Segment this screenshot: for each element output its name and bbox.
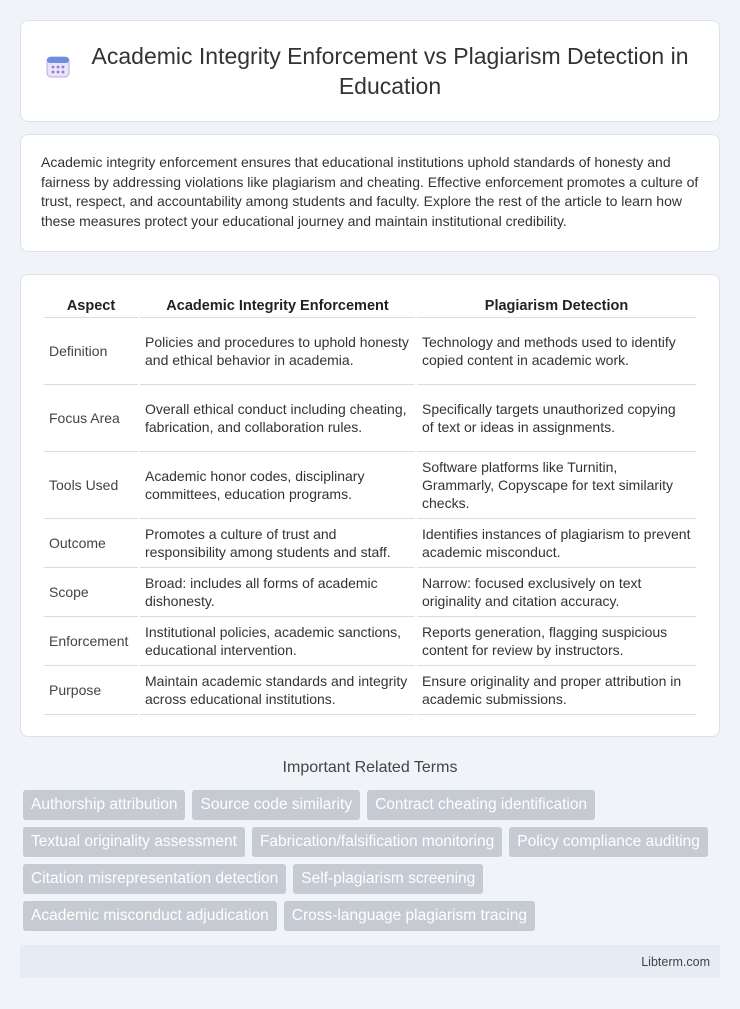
header-plagiarism-detection: Plagiarism Detection	[417, 289, 696, 318]
related-term-tag[interactable]: Authorship attribution	[23, 790, 185, 820]
cell-aie: Promotes a culture of trust and responsibility among students and staff.	[140, 519, 415, 568]
cell-aie: Broad: includes all forms of academic dishonesty.	[140, 568, 415, 617]
table-row	[44, 666, 696, 715]
table-row	[44, 385, 696, 452]
related-term-tag[interactable]: Contract cheating identification	[367, 790, 595, 820]
related-term-tag[interactable]: Cross-language plagiarism tracing	[284, 901, 535, 931]
comparison-table-card	[20, 274, 720, 737]
related-terms-title: Important Related Terms	[282, 759, 458, 776]
cell-aie: Overall ethical conduct including cheating, fabrication, and collaboration rules.	[140, 385, 415, 452]
calendar-icon	[45, 53, 71, 79]
cell-aspect: Scope	[44, 568, 138, 617]
table-row	[44, 452, 696, 519]
cell-pd: Reports generation, flagging suspicious content for review by instructors.	[417, 617, 696, 666]
related-term-tag[interactable]: Citation misrepresentation detection	[23, 864, 286, 894]
cell-aspect: Enforcement	[44, 617, 138, 666]
related-term-tag[interactable]: Self-plagiarism screening	[293, 864, 483, 894]
related-term-tag[interactable]: Source code similarity	[192, 790, 360, 820]
table-row	[44, 519, 696, 568]
related-term-tag[interactable]: Academic misconduct adjudication	[23, 901, 277, 931]
cell-aspect: Definition	[44, 318, 138, 385]
cell-pd: Ensure originality and proper attribution in academic submissions.	[417, 666, 696, 715]
cell-pd: Specifically targets unauthorized copying of text or ideas in assignments.	[417, 385, 696, 452]
header-card	[20, 20, 720, 122]
cell-aie: Academic honor codes, disciplinary committees, education programs.	[140, 452, 415, 519]
related-terms-list	[23, 790, 723, 931]
cell-aspect: Outcome	[44, 519, 138, 568]
related-term-tag[interactable]: Textual originality assessment	[23, 827, 245, 857]
table-row	[44, 568, 696, 617]
cell-aie: Policies and procedures to uphold honesty and ethical behavior in academia.	[140, 318, 415, 385]
page-title: Academic Integrity Enforcement vs Plagiarism Detection in Education	[91, 43, 689, 99]
comparison-table	[42, 289, 698, 715]
cell-aie: Maintain academic standards and integrity across educational institutions.	[140, 666, 415, 715]
cell-aspect: Focus Area	[44, 385, 138, 452]
cell-pd: Technology and methods used to identify copied content in academic work.	[417, 318, 696, 385]
related-term-tag[interactable]: Fabrication/falsification monitoring	[252, 827, 502, 857]
header-academic-integrity: Academic Integrity Enforcement	[140, 289, 415, 318]
table-header-row	[44, 289, 696, 318]
table-row	[44, 318, 696, 385]
related-term-tag[interactable]: Policy compliance auditing	[509, 827, 708, 857]
cell-pd: Software platforms like Turnitin, Grammarly, Copyscape for text similarity checks.	[417, 452, 696, 519]
cell-pd: Narrow: focused exclusively on text originality and citation accuracy.	[417, 568, 696, 617]
table-row	[44, 617, 696, 666]
cell-aspect: Purpose	[44, 666, 138, 715]
cell-pd: Identifies instances of plagiarism to prevent academic misconduct.	[417, 519, 696, 568]
footer-site-link[interactable]: Libterm.com	[641, 954, 710, 969]
intro-card	[20, 134, 720, 252]
cell-aspect: Tools Used	[44, 452, 138, 519]
header-aspect: Aspect	[44, 289, 138, 318]
intro-text: Academic integrity enforcement ensures that educational institutions uphold standards of honesty and fairness by addressing violations like plagiarism and cheating. Effective enforcement promotes a culture of trust, respect, and accountability among students and faculty. Explore the rest of the article to learn how these measures protect your educational journey and maintain institutional credibility.	[41, 154, 699, 229]
cell-aie: Institutional policies, academic sanctions, educational intervention.	[140, 617, 415, 666]
footer	[20, 945, 720, 978]
